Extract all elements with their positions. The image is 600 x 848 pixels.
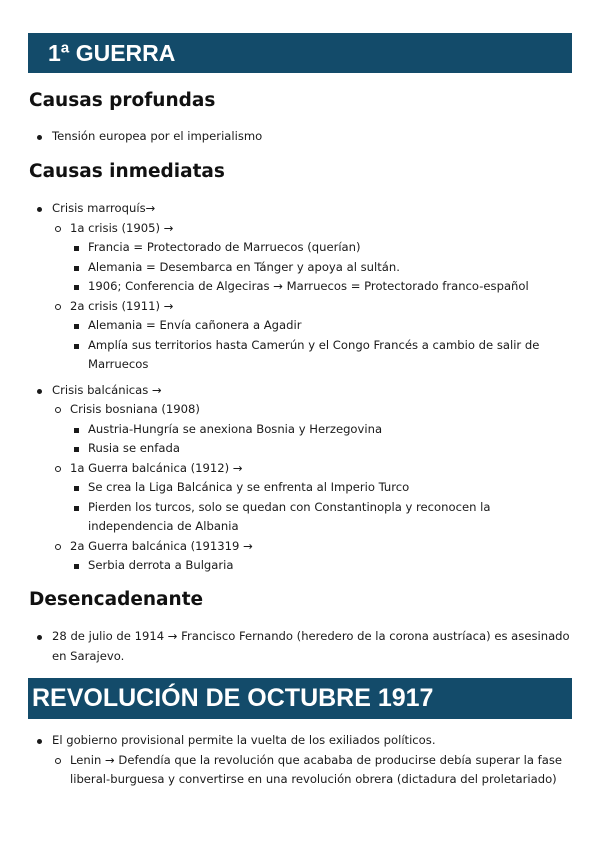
list-item-crisis-balcanicas: Crisis balcánicas → — [0, 381, 600, 401]
list-causas-inmediatas — [0, 199, 600, 576]
list-item-line: Pierden los turcos, solo se quedan con Constantinopla y reconocen la — [88, 499, 491, 514]
list-item-line: liberal-burguesa y convertirse en una revolución obrera (dictadura del proletariado) — [70, 772, 557, 786]
list-item: 1906; Conferencia de Algeciras → Marruecos = Protectorado franco-español — [0, 277, 600, 297]
section-banner-1a-guerra: 1ª GUERRA — [28, 33, 572, 73]
list-item-crisis-marroquis: Crisis marroquís→ — [0, 199, 600, 219]
list-item-line: Lenin → Defendía que la revolución que acababa de producirse debía superar la fase — [70, 752, 563, 767]
list-item — [0, 336, 600, 375]
list-item: Se crea la Liga Balcánica y se enfrenta al Imperio Turco — [0, 478, 600, 498]
list-item-line: 28 de julio de 1914 → Francisco Fernando (heredero de la corona austríaca) es asesinado — [52, 629, 570, 643]
list-item — [0, 498, 600, 537]
list-item-crisis-bosniana: Crisis bosniana (1908) — [0, 400, 600, 420]
list-item-2a-guerra-balcanica: 2a Guerra balcánica (191319 → — [0, 537, 600, 557]
list-item-line: independencia de Albania — [88, 519, 239, 533]
list-item — [0, 627, 600, 666]
section-banner-revolucion: REVOLUCIÓN DE OCTUBRE 1917 — [28, 678, 572, 719]
list-item: Tensión europea por el imperialismo — [0, 127, 600, 147]
list-causas-profundas — [0, 127, 600, 147]
heading-causas-inmediatas: Causas inmediatas — [29, 161, 225, 182]
list-item: Alemania = Desembarca en Tánger y apoya al sultán. — [0, 258, 600, 278]
list-revolucion — [0, 731, 600, 790]
list-item: Austria-Hungría se anexiona Bosnia y Herzegovina — [0, 420, 600, 440]
list-item — [0, 751, 600, 790]
list-item-line: Marruecos — [88, 357, 149, 371]
heading-causas-profundas: Causas profundas — [29, 90, 216, 111]
list-desencadenante — [0, 627, 600, 666]
list-item: Alemania = Envía cañonera a Agadir — [0, 316, 600, 336]
list-item-line: en Sarajevo. — [52, 648, 125, 663]
heading-desencadenante: Desencadenante — [29, 589, 204, 610]
list-item: Serbia derrota a Bulgaria — [0, 556, 600, 576]
list-item: Francia = Protectorado de Marruecos (querían) — [0, 238, 600, 258]
list-item-1a-crisis: 1a crisis (1905) → — [0, 219, 600, 239]
list-item-2a-crisis: 2a crisis (1911) → — [0, 297, 600, 317]
list-item-1a-guerra-balcanica: 1a Guerra balcánica (1912) → — [0, 459, 600, 479]
list-item: El gobierno provisional permite la vuelta de los exiliados políticos. — [0, 731, 600, 751]
list-item: Rusia se enfada — [0, 439, 600, 459]
list-item-line: Amplía sus territorios hasta Camerún y el Congo Francés a cambio de salir de — [88, 337, 540, 352]
